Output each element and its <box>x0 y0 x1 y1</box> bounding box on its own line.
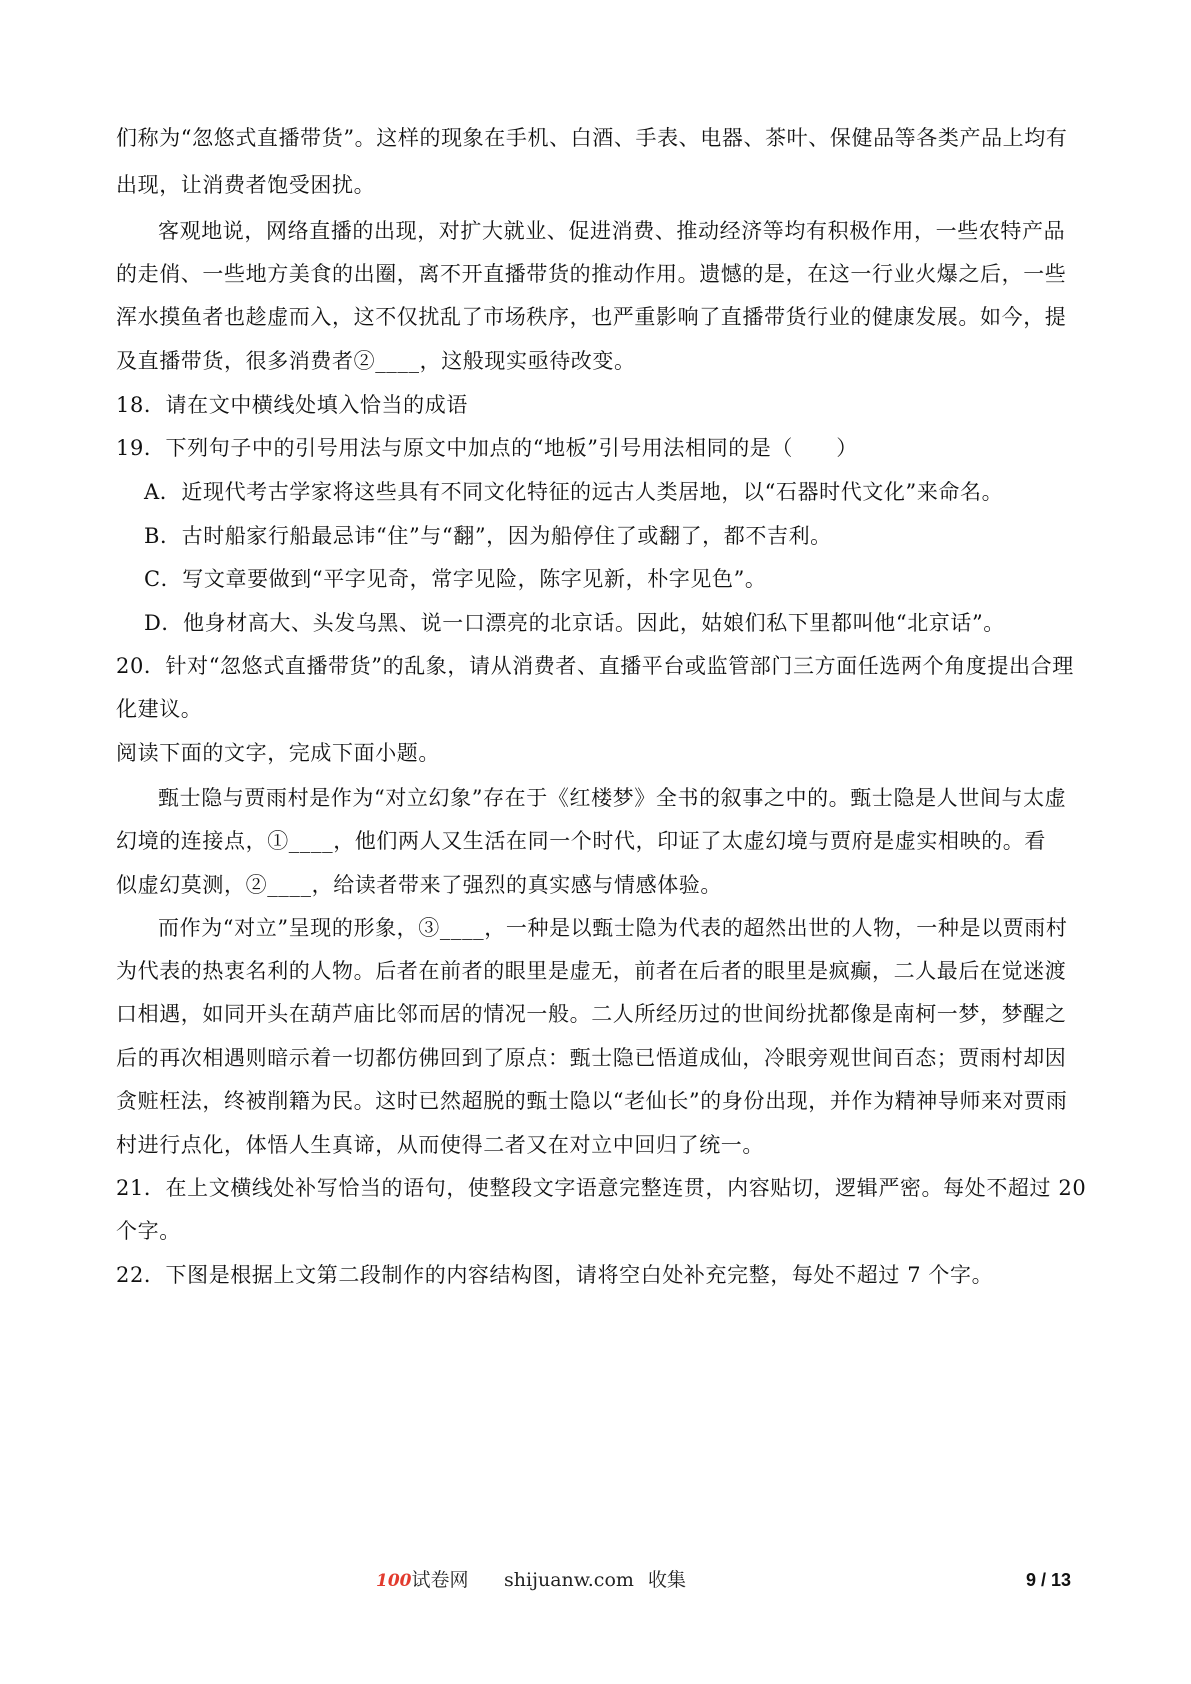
text-line: 浑水摸鱼者也趁虚而入，这不仅扰乱了市场秩序，也严重影响了直播带货行业的健康发展。如今，提 <box>116 305 1067 329</box>
text-line: 客观地说，网络直播的出现，对扩大就业、促进消费、推动经济等均有积极作用，一些农特产品 <box>158 219 1066 243</box>
question-20: 20．针对“忽悠式直播带货”的乱象，请从消费者、直播平台或监管部门三方面任选两个角度提出合理 <box>116 654 1074 678</box>
text-line: 及直播带货，很多消费者②____，这般现实亟待改变。 <box>116 349 636 373</box>
text-line: 贪赃枉法，终被削籍为民。这时已然超脱的甄士隐以“老仙长”的身份出现，并作为精神导师来对贾雨 <box>116 1089 1068 1113</box>
text-line: 个字。 <box>116 1219 181 1243</box>
text-line: 们称为“忽悠式直播带货”。这样的现象在手机、白酒、手表、电器、茶叶、保健品等各类产品上均有 <box>116 126 1068 150</box>
text-line: 后的再次相遇则暗示着一切都仿佛回到了原点：甄士隐已悟道成仙，冷眼旁观世间百态；贾雨村却因 <box>116 1046 1067 1070</box>
text-line: 为代表的热衷名利的人物。后者在前者的眼里是虚无，前者在后者的眼里是疯癫，二人最后在觉迷渡 <box>116 959 1067 983</box>
page-number: 9 / 13 <box>1025 1570 1071 1590</box>
site-url: shijuanw.com <box>504 1569 634 1591</box>
page-footer <box>0 1565 1191 1595</box>
option-d: D．他身材高大、头发乌黑、说一口漂亮的北京话。因此，姑娘们私下里都叫他“北京话”。 <box>144 611 1005 635</box>
text-line: 口相遇，如同开头在葫芦庙比邻而居的情况一般。二人所经历过的世间纷扰都像是南柯一梦，梦醒之 <box>116 1002 1067 1026</box>
text-line: 出现，让消费者饱受困扰。 <box>116 173 376 197</box>
option-a: A．近现代考古学家将这些具有不同文化特征的远古人类居地，以“石器时代文化”来命名。 <box>144 480 1004 504</box>
question-22: 22．下图是根据上文第二段制作的内容结构图，请将空白处补充完整，每处不超过 7 个字。 <box>116 1263 994 1287</box>
question-21: 21．在上文横线处补写恰当的语句，使整段文字语意完整连贯，内容贴切，逻辑严密。每处不超过 20 <box>116 1176 1087 1200</box>
text-line: 甄士隐与贾雨村是作为“对立幻象”存在于《红楼梦》全书的叙事之中的。甄士隐是人世间与太虚 <box>158 786 1067 810</box>
section-instruction: 阅读下面的文字，完成下面小题。 <box>116 741 440 765</box>
question-19: 19．下列句子中的引号用法与原文中加点的“地板”引号用法相同的是（ ） <box>116 436 858 460</box>
text-line: 的走俏、一些地方美食的出圈，离不开直播带货的推动作用。遗憾的是，在这一行业火爆之后，一些 <box>116 262 1067 286</box>
collect-label: 收集 <box>648 1569 687 1591</box>
option-c: C．写文章要做到“平字见奇，常字见险，陈字见新，朴字见色”。 <box>144 567 767 591</box>
text-line: 似虚幻莫测，②____，给读者带来了强烈的真实感与情感体验。 <box>116 873 722 897</box>
text-line: 村进行点化，体悟人生真谛，从而使得二者又在对立中回归了统一。 <box>116 1133 764 1157</box>
question-18: 18．请在文中横线处填入恰当的成语 <box>116 393 468 417</box>
text-line: 而作为“对立”呈现的形象，③____，一种是以甄士隐为代表的超然出世的人物，一种是以贾雨村 <box>158 916 1068 940</box>
site-logo: 100试卷网 <box>376 1569 469 1591</box>
text-line: 化建议。 <box>116 697 203 721</box>
text-line: 幻境的连接点，①____，他们两人又生活在同一个时代，印证了太虚幻境与贾府是虚实相映的。看 <box>116 829 1046 853</box>
option-b: B．古时船家行船最忌讳“住”与“翻”，因为船停住了或翻了，都不吉利。 <box>144 524 832 548</box>
